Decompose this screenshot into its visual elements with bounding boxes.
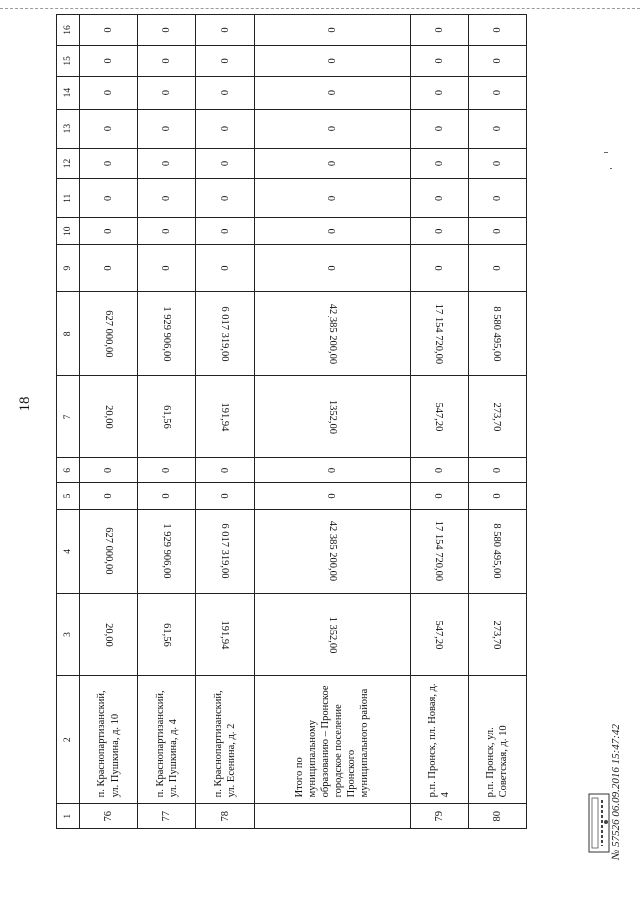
area-cell: 547,20 bbox=[410, 593, 468, 675]
value-cell: 0 bbox=[410, 245, 468, 292]
area-cell: 1352,00 bbox=[254, 376, 410, 458]
value-cell: 0 bbox=[196, 45, 254, 76]
area-cell: 61,56 bbox=[138, 593, 196, 675]
value-cell: 0 bbox=[80, 109, 138, 148]
column-header: 2 bbox=[57, 676, 80, 804]
value-cell: 0 bbox=[254, 483, 410, 510]
value-cell: 0 bbox=[196, 15, 254, 46]
row-number: 80 bbox=[468, 804, 526, 829]
page-number: 18 bbox=[16, 396, 33, 412]
table-row-subtotal bbox=[254, 15, 410, 829]
value-cell: 0 bbox=[468, 148, 526, 179]
value-cell: 0 bbox=[196, 109, 254, 148]
column-header: 11 bbox=[57, 179, 80, 218]
column-header: 12 bbox=[57, 148, 80, 179]
address-cell: р.п. Пронск, пл. Новая, д. 4 bbox=[410, 676, 468, 804]
data-table-rotated bbox=[56, 14, 527, 829]
cost-cell: 42 385 200,00 bbox=[254, 509, 410, 593]
value-cell: 0 bbox=[138, 179, 196, 218]
value-cell: 0 bbox=[468, 245, 526, 292]
value-cell: 0 bbox=[196, 179, 254, 218]
cost-cell: 627 000,00 bbox=[80, 292, 138, 376]
value-cell: 0 bbox=[468, 483, 526, 510]
value-cell: 0 bbox=[468, 109, 526, 148]
value-cell: 0 bbox=[410, 483, 468, 510]
area-cell: 20,00 bbox=[80, 376, 138, 458]
value-cell: 0 bbox=[410, 179, 468, 218]
column-header: 5 bbox=[57, 483, 80, 510]
value-cell: 0 bbox=[468, 45, 526, 76]
column-header: 16 bbox=[57, 15, 80, 46]
column-header: 13 bbox=[57, 109, 80, 148]
address-cell: р.п. Пронск, ул. Советская, д. 10 bbox=[468, 676, 526, 804]
value-cell: 0 bbox=[138, 148, 196, 179]
cost-cell: 1 929 906,00 bbox=[138, 292, 196, 376]
value-cell: 0 bbox=[138, 15, 196, 46]
area-cell: 20,00 bbox=[80, 593, 138, 675]
header-row bbox=[57, 15, 80, 829]
value-cell: 0 bbox=[196, 148, 254, 179]
value-cell: 0 bbox=[196, 483, 254, 510]
data-table bbox=[56, 14, 527, 829]
value-cell: 0 bbox=[80, 76, 138, 109]
value-cell: 0 bbox=[468, 179, 526, 218]
value-cell: 0 bbox=[138, 483, 196, 510]
row-number: 76 bbox=[80, 804, 138, 829]
value-cell: 0 bbox=[410, 218, 468, 245]
column-header: 4 bbox=[57, 509, 80, 593]
area-cell: 273,70 bbox=[468, 593, 526, 675]
row-number bbox=[254, 804, 410, 829]
column-header: 7 bbox=[57, 376, 80, 458]
value-cell: 0 bbox=[468, 15, 526, 46]
value-cell: 0 bbox=[138, 458, 196, 483]
value-cell: 0 bbox=[254, 148, 410, 179]
cost-cell: 42 385 200,00 bbox=[254, 292, 410, 376]
column-header: 15 bbox=[57, 45, 80, 76]
row-number: 77 bbox=[138, 804, 196, 829]
value-cell: 0 bbox=[410, 148, 468, 179]
value-cell: 0 bbox=[468, 458, 526, 483]
cost-cell: 17 154 720,00 bbox=[410, 509, 468, 593]
value-cell: 0 bbox=[138, 45, 196, 76]
value-cell: 0 bbox=[80, 483, 138, 510]
row-number: 79 bbox=[410, 804, 468, 829]
column-header: 14 bbox=[57, 76, 80, 109]
value-cell: 0 bbox=[410, 15, 468, 46]
value-cell: 0 bbox=[196, 76, 254, 109]
table-row bbox=[196, 15, 254, 829]
table-row bbox=[468, 15, 526, 829]
cost-cell: 1 929 906,00 bbox=[138, 509, 196, 593]
value-cell: 0 bbox=[410, 458, 468, 483]
value-cell: 0 bbox=[410, 45, 468, 76]
cost-cell: 8 580 495,00 bbox=[468, 509, 526, 593]
area-cell: 191,94 bbox=[196, 593, 254, 675]
value-cell: 0 bbox=[254, 109, 410, 148]
column-header: 3 bbox=[57, 593, 80, 675]
area-cell: 273,70 bbox=[468, 376, 526, 458]
value-cell: 0 bbox=[254, 218, 410, 245]
value-cell: 0 bbox=[80, 179, 138, 218]
value-cell: 0 bbox=[254, 45, 410, 76]
value-cell: 0 bbox=[410, 109, 468, 148]
area-cell: 547,20 bbox=[410, 376, 468, 458]
table-row bbox=[410, 15, 468, 829]
value-cell: 0 bbox=[80, 45, 138, 76]
address-cell: п. Краснопартизанский, ул. Пушкина, д. 4 bbox=[138, 676, 196, 804]
stamp-text: № 57526 06.09.2016 15:47:42 bbox=[610, 724, 622, 860]
value-cell: 0 bbox=[80, 458, 138, 483]
value-cell: 0 bbox=[468, 218, 526, 245]
value-cell: 0 bbox=[254, 245, 410, 292]
column-header: 6 bbox=[57, 458, 80, 483]
area-cell: 191,94 bbox=[196, 376, 254, 458]
cost-cell: 8 580 495,00 bbox=[468, 292, 526, 376]
area-cell: 1 352,00 bbox=[254, 593, 410, 675]
table-row bbox=[80, 15, 138, 829]
column-header: 1 bbox=[57, 804, 80, 829]
subtotal-label: Итого по муниципальному образованию – Пронское городское поселение Пронского муниципального района bbox=[254, 676, 410, 804]
column-header: 10 bbox=[57, 218, 80, 245]
value-cell: 0 bbox=[80, 148, 138, 179]
value-cell: 0 bbox=[138, 218, 196, 245]
table-row bbox=[138, 15, 196, 829]
value-cell: 0 bbox=[196, 458, 254, 483]
value-cell: 0 bbox=[196, 245, 254, 292]
value-cell: 0 bbox=[254, 76, 410, 109]
value-cell: 0 bbox=[80, 245, 138, 292]
address-cell: п. Краснопартизанский, ул. Есенина, д. 2 bbox=[196, 676, 254, 804]
cost-cell: 627 000,00 bbox=[80, 509, 138, 593]
value-cell: 0 bbox=[80, 15, 138, 46]
value-cell: 0 bbox=[254, 179, 410, 218]
value-cell: 0 bbox=[80, 218, 138, 245]
value-cell: 0 bbox=[138, 76, 196, 109]
garant-logo bbox=[586, 792, 612, 854]
area-cell: 61,56 bbox=[138, 376, 196, 458]
value-cell: 0 bbox=[468, 76, 526, 109]
value-cell: 0 bbox=[410, 76, 468, 109]
value-cell: 0 bbox=[138, 245, 196, 292]
column-header: 9 bbox=[57, 245, 80, 292]
value-cell: 0 bbox=[196, 218, 254, 245]
value-cell: 0 bbox=[254, 458, 410, 483]
value-cell: 0 bbox=[254, 15, 410, 46]
value-cell: 0 bbox=[138, 109, 196, 148]
cost-cell: 6 017 319,00 bbox=[196, 292, 254, 376]
address-cell: п. Краснопартизанский, ул. Пушкина, д. 10 bbox=[80, 676, 138, 804]
row-number: 78 bbox=[196, 804, 254, 829]
cost-cell: 17 154 720,00 bbox=[410, 292, 468, 376]
cost-cell: 6 017 319,00 bbox=[196, 509, 254, 593]
column-header: 8 bbox=[57, 292, 80, 376]
